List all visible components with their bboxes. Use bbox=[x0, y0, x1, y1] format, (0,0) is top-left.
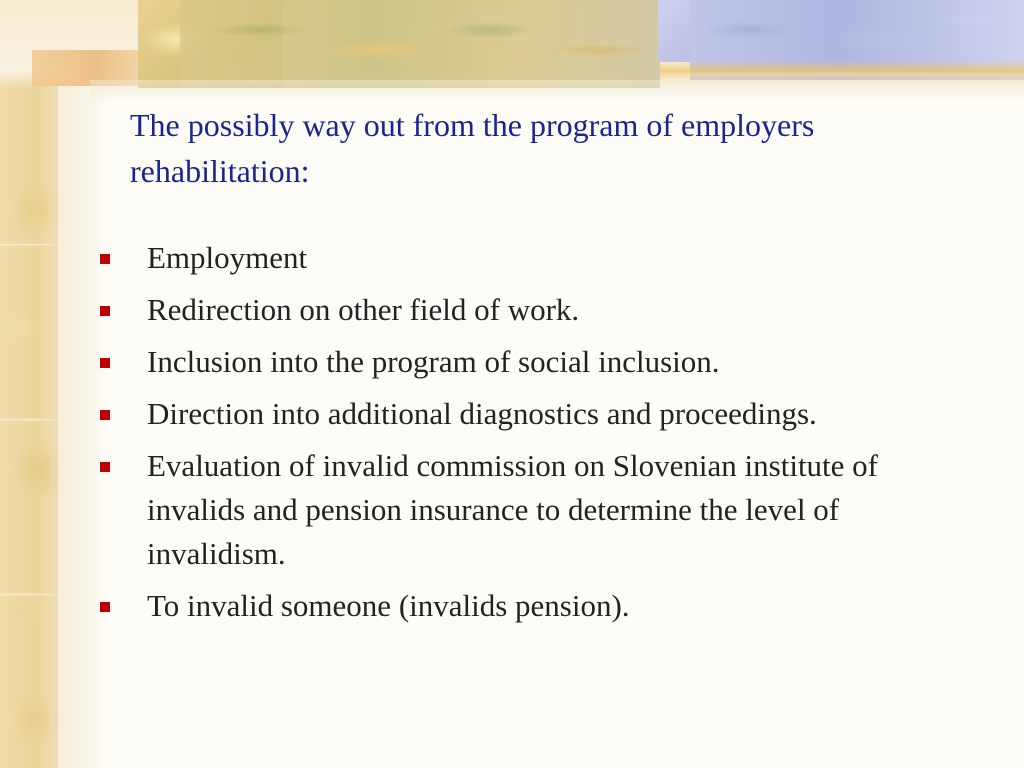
bullet-list bbox=[96, 236, 916, 636]
bullet-text: To invalid someone (invalids pension). bbox=[147, 588, 630, 623]
square-bullet-icon bbox=[100, 306, 110, 316]
square-bullet-icon bbox=[100, 602, 110, 612]
header-collage bbox=[0, 0, 1024, 88]
collage-tile-foliage bbox=[180, 0, 660, 88]
bullet-item bbox=[96, 444, 916, 576]
bullet-item bbox=[96, 288, 916, 332]
bullet-item bbox=[96, 392, 916, 436]
slide-title: The possibly way out from the program of employers rehabilitation: bbox=[130, 107, 815, 189]
bullet-text: Redirection on other field of work. bbox=[147, 292, 580, 327]
square-bullet-icon bbox=[100, 358, 110, 368]
square-bullet-icon bbox=[100, 254, 110, 264]
bullet-text: Inclusion into the program of social inclusion. bbox=[147, 344, 720, 379]
square-bullet-icon bbox=[100, 410, 110, 420]
header-shadow-fade bbox=[90, 80, 1024, 104]
bullet-text: Direction into additional diagnostics and proceedings. bbox=[147, 396, 817, 431]
bullet-text: Evaluation of invalid commission on Slovenian institute of invalids and pension insurance to determine the level of invalidism. bbox=[147, 448, 878, 571]
bullet-item bbox=[96, 340, 916, 384]
bullet-text: Employment bbox=[147, 240, 308, 275]
bullet-item bbox=[96, 584, 916, 628]
bullet-item bbox=[96, 236, 916, 280]
square-bullet-icon bbox=[100, 462, 110, 472]
